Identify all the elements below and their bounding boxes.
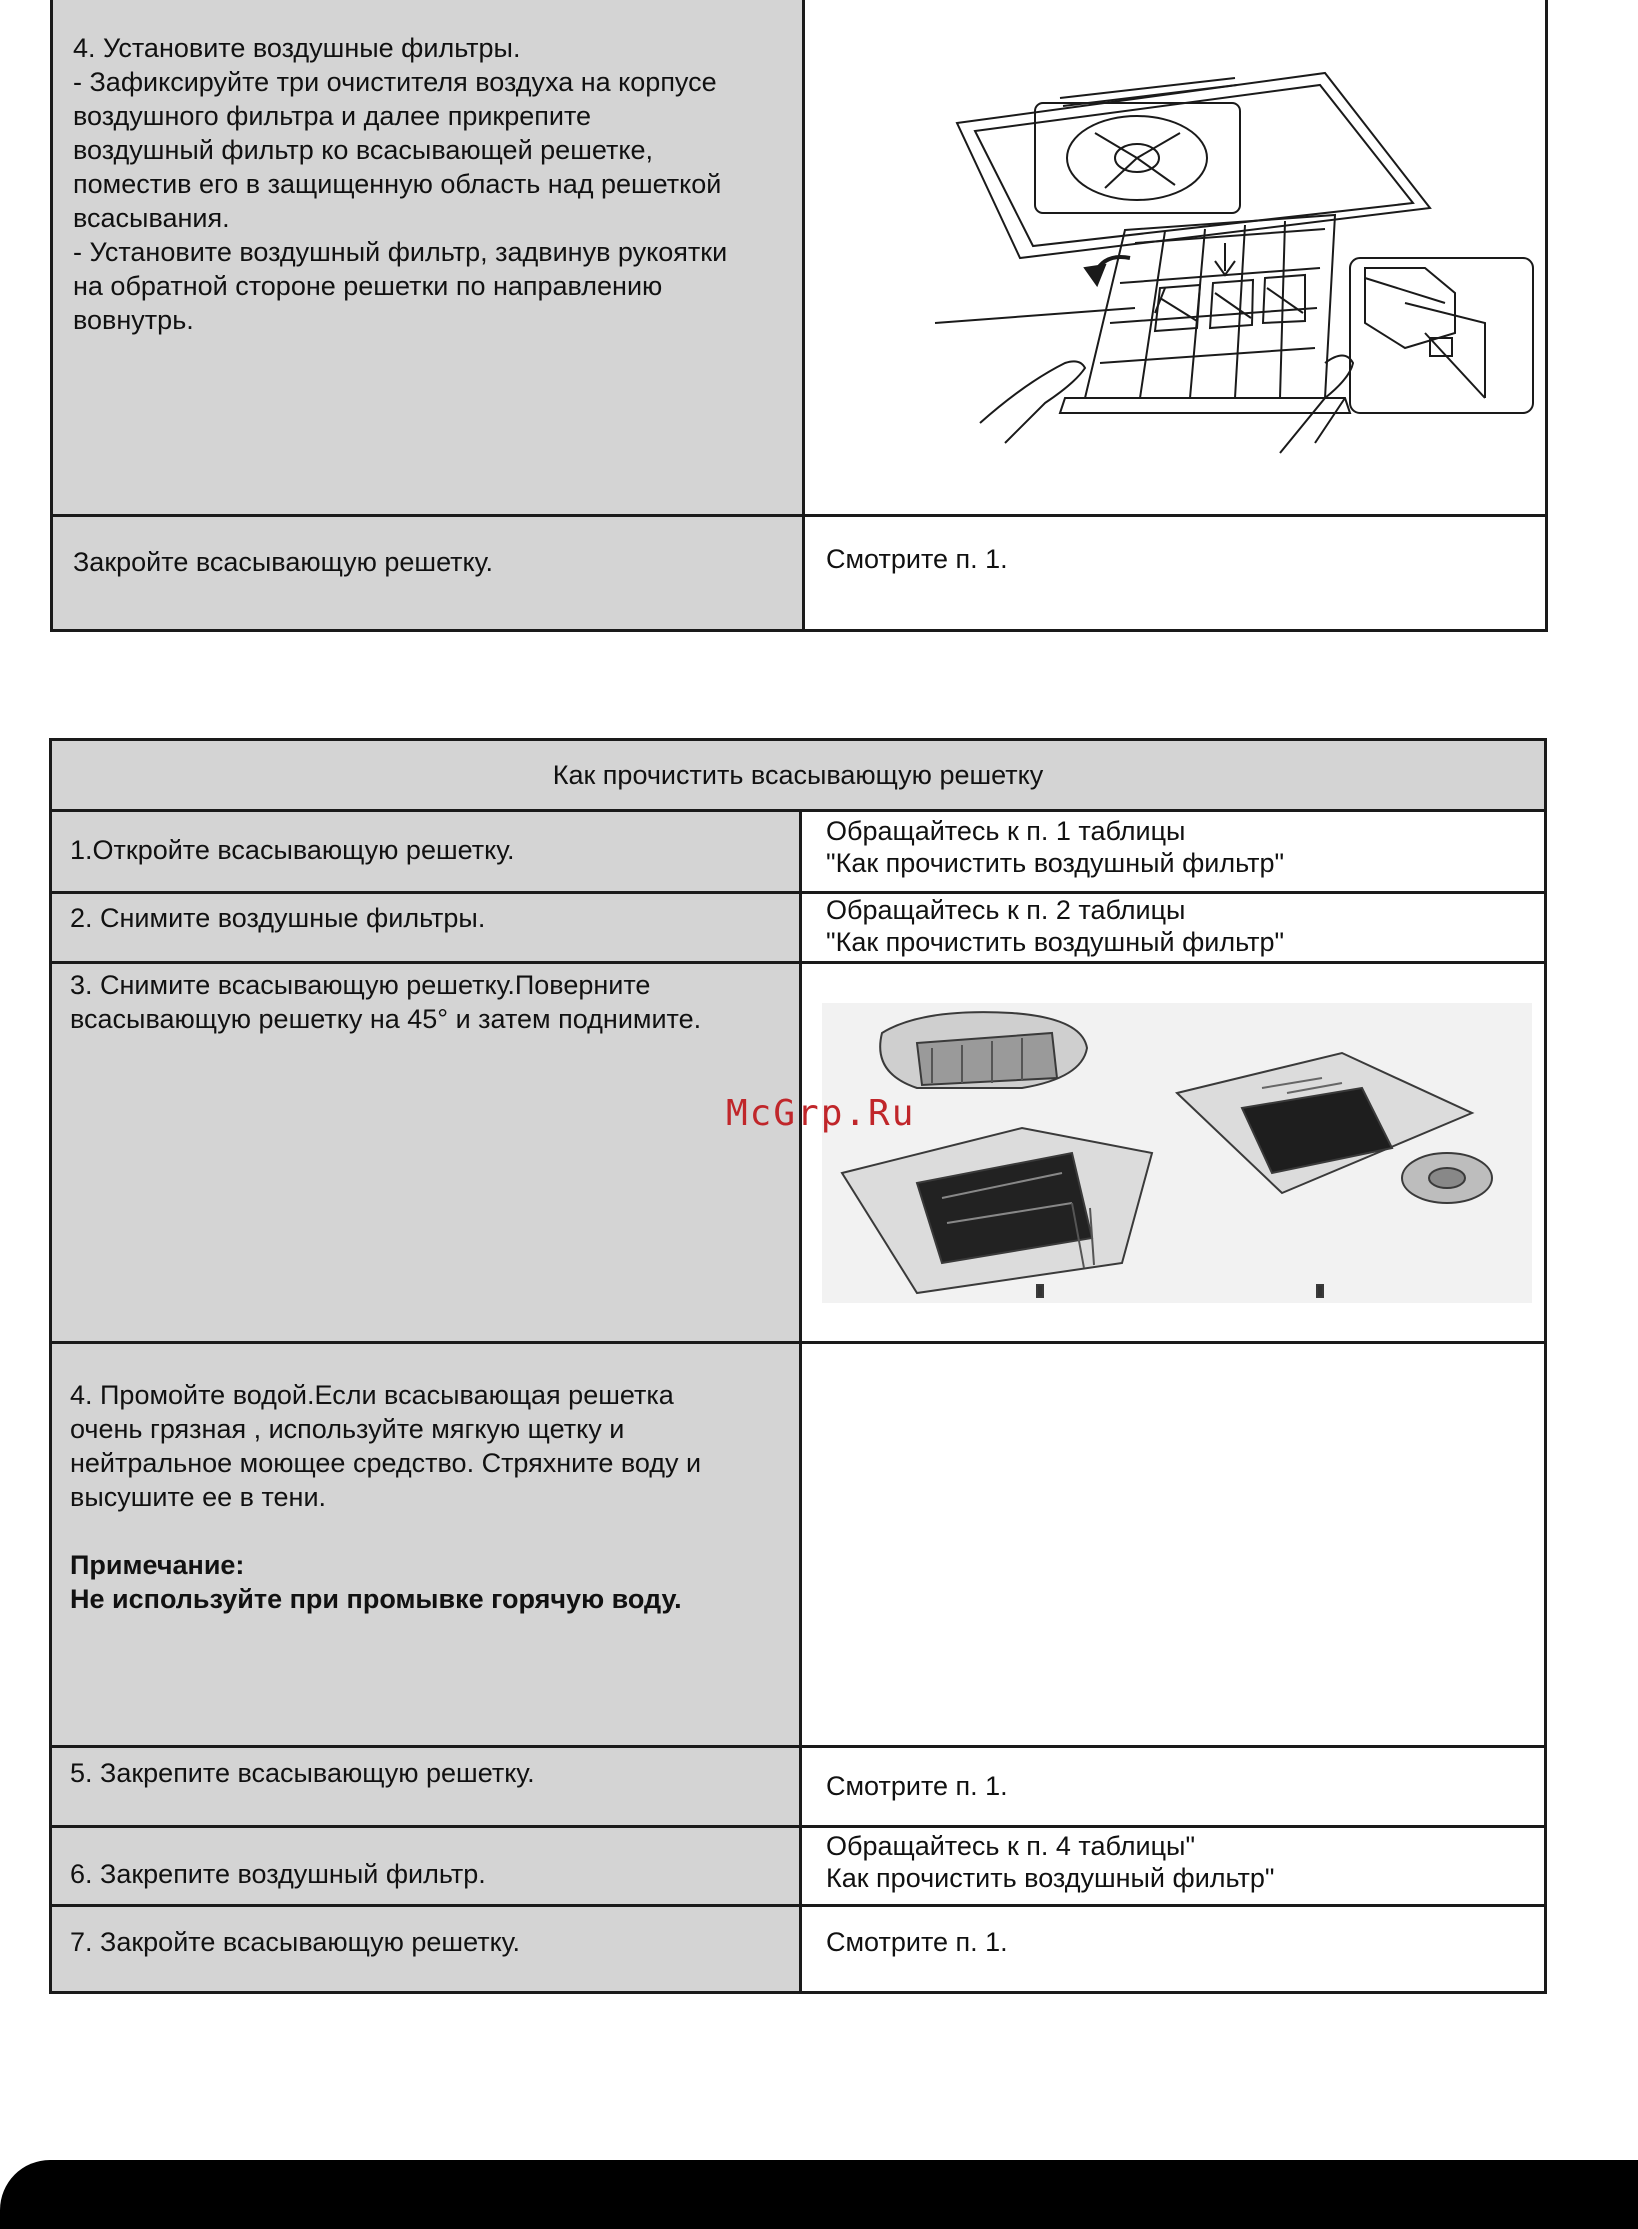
step-6-reference: [826, 1830, 1274, 1894]
text-line: поместив его в защищенную область над решеткой: [73, 169, 722, 199]
install-filter-illustration: [805, 3, 1548, 514]
text-line: - Зафиксируйте три очистителя воздуха на корпусе: [73, 67, 717, 97]
step-2-label: 2. Снимите воздушные фильтры.: [70, 903, 486, 933]
text-line: всасывающую решетку на 45° и затем поднимите.: [70, 1004, 702, 1034]
reference-line: Обращайтесь к п. 1 таблицы: [826, 816, 1186, 846]
text-line: на обратной стороне решетки по направлению: [73, 271, 663, 301]
install-filter-instructions: [73, 31, 793, 337]
step-5-label: 5. Закрепите всасывающую решетку.: [70, 1758, 535, 1788]
step-1-label: 1.Откройте всасывающую решетку.: [70, 835, 515, 865]
step-4-label: [70, 1378, 701, 1616]
text-line: очень грязная , используйте мягкую щетку и: [70, 1414, 625, 1444]
reference-line: Обращайтесь к п. 4 таблицы": [826, 1831, 1196, 1861]
step-5-reference: Смотрите п. 1.: [826, 1771, 1008, 1801]
clean-grille-table: [49, 738, 1547, 1994]
text-line: воздушный фильтр ко всасывающей решетке,: [73, 135, 653, 165]
text-line: всасывания.: [73, 203, 230, 233]
close-grille-reference: Смотрите п. 1.: [826, 544, 1008, 574]
step-1-reference: [826, 815, 1284, 879]
reference-line: "Как прочистить воздушный фильтр": [826, 848, 1285, 878]
watermark: McGrp.Ru: [726, 1093, 916, 1134]
text-line: - Установите воздушный фильтр, задвинув рукоятки: [73, 237, 728, 267]
reference-line: "Как прочистить воздушный фильтр": [826, 927, 1285, 957]
text-line: 3. Снимите всасывающую решетку.Поверните: [70, 970, 651, 1000]
note-title: Примечание:: [70, 1550, 245, 1580]
text-line: воздушного фильтра и далее прикрепите: [73, 101, 592, 131]
text-line: 4. Промойте водой.Если всасывающая решетка: [70, 1380, 674, 1410]
install-filter-table: [50, 0, 1548, 632]
step-2-reference: [826, 894, 1284, 958]
text-line: вовнутрь.: [73, 305, 194, 335]
text-line: 4. Установите воздушные фильтры.: [73, 33, 521, 63]
table-title: Как прочистить всасывающую решетку: [552, 760, 1044, 790]
text-line: нейтральное моющее средство. Стряхните воду и: [70, 1448, 702, 1478]
step-7-label: 7. Закройте всасывающую решетку.: [70, 1927, 520, 1957]
reference-line: Обращайтесь к п. 2 таблицы: [826, 895, 1186, 925]
reference-line: Как прочистить воздушный фильтр": [826, 1863, 1275, 1893]
close-grille-label: Закройте всасывающую решетку.: [73, 547, 493, 577]
text-line: высушите ее в тени.: [70, 1482, 327, 1512]
footer-bar: [0, 2160, 1638, 2229]
remove-grille-illustration: [822, 1003, 1532, 1303]
step-3-label: [70, 968, 701, 1036]
step-7-reference: Смотрите п. 1.: [826, 1927, 1008, 1957]
step-6-label: 6. Закрепите воздушный фильтр.: [70, 1859, 486, 1889]
note-text: Не используйте при промывке горячую воду.: [70, 1584, 682, 1614]
